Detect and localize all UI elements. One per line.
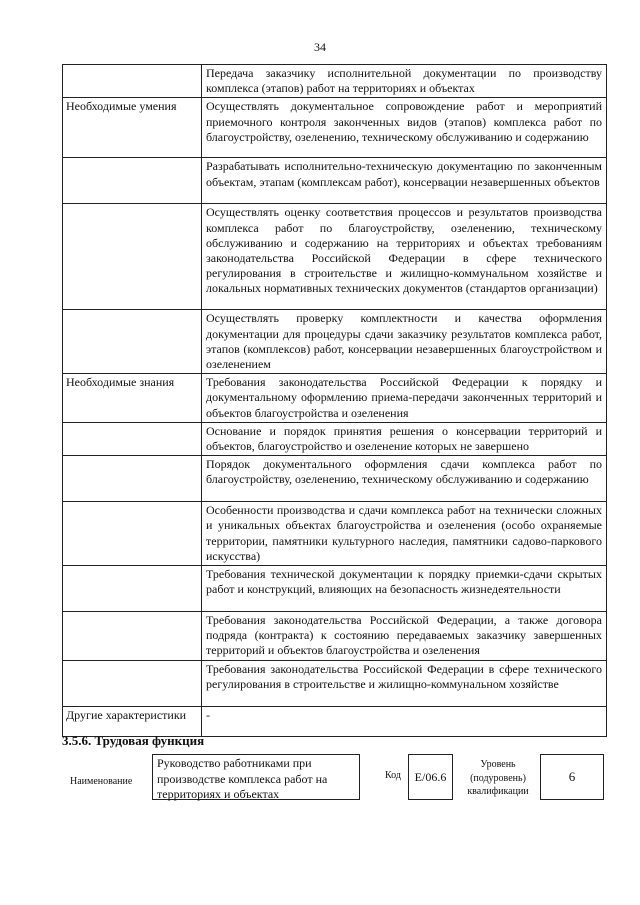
table-row [63,456,607,502]
row-text: Передача заказчику исполнительной документации по производству комплекса (этапов) работ на территориях и объектах [202,65,607,98]
row-label [63,456,202,502]
row-text: Требования законодательства Российской Федерации к порядку и документальному оформлению приема-передачи законченных территорий и объектов благоустройства и озеленения [202,374,607,423]
table-row [63,660,607,706]
table-row [63,98,607,158]
row-text: Осуществлять проверку комплектности и качества оформления документации для процедуры сдачи заказчику результатов комплекса работ, этапов (комплексов) работ, консервации незавершенных благоустройством и озеленением [202,310,607,374]
table-row [63,158,607,204]
row-label [63,502,202,566]
competency-table [62,64,607,737]
row-label [63,612,202,661]
table-row [63,612,607,661]
row-text: Особенности производства и сдачи комплекса работ на технически сложных и уникальных объектах благоустройства и озеленения (особо охраняемые территории, памятники культурного наследия, памятники садово-паркового искусства) [202,502,607,566]
table-row [63,310,607,374]
code-box: E/06.6 [408,754,453,800]
row-label [63,422,202,455]
row-label [63,204,202,310]
row-label [63,65,202,98]
code-label: Код [385,770,401,781]
table-row [63,706,607,736]
row-label: Другие характеристики [63,706,202,736]
row-label: Необходимые знания [63,374,202,423]
table-row [63,204,607,310]
row-text: Разрабатывать исполнительно-техническую документацию по законченным объектам, этапам (комплексам работ), консервации незавершенных объектов [202,158,607,204]
level-label: Уровень (подуровень) квалификации [467,759,529,797]
row-label: Необходимые умения [63,98,202,158]
row-label [63,566,202,612]
row-label [63,158,202,204]
row-text: Требования законодательства Российской Федерации, а также договора подряда (контракта) к состоянию передаваемых заказчику завершенных территорий и объектов благоустройства и озеленения [202,612,607,661]
level-box: 6 [540,754,604,800]
section-title: 3.5.6. Трудовая функция [62,733,205,748]
row-text: Осуществлять документальное сопровождение работ и мероприятий приемочного контроля законченных видов (этапов) комплекса работ по благоустройству, озеленению, техническому обслуживанию и содержанию [202,98,607,158]
row-text: Порядок документального оформления сдачи комплекса работ по благоустройству, озеленению, техническому обслуживанию и содержанию [202,456,607,502]
row-label [63,660,202,706]
page-number: 34 [314,40,326,54]
row-label [63,310,202,374]
row-text: - [202,706,607,736]
row-text: Основание и порядок принятия решения о консервации территорий и объектов, благоустройство и озеленение которых не завершено [202,422,607,455]
table-row [63,502,607,566]
table-row [63,566,607,612]
function-name-box: Руководство работниками при производстве комплекса работ на территориях и объектах [152,754,360,800]
row-text: Требования законодательства Российской Федерации в сфере технического регулирования в строительстве и жилищно-коммунальном хозяйстве [202,660,607,706]
row-text: Требования технической документации к порядку приемки-сдачи скрытых работ и конструкций, влияющих на безопасность жизнедеятельности [202,566,607,612]
table-row [63,422,607,455]
name-label: Наименование [70,776,133,787]
table-row [63,65,607,98]
row-text: Осуществлять оценку соответствия процессов и результатов производства комплекса работ по благоустройству, озеленению, техническому обслуживанию и содержанию на территориях и объектах требованиям законодательства Российской Федерации в сфере технического регулирования в строительстве и жилищно-коммунальном хозяйстве и локальных нормативных технических документов (стандартов организации) [202,204,607,310]
table-row [63,374,607,423]
